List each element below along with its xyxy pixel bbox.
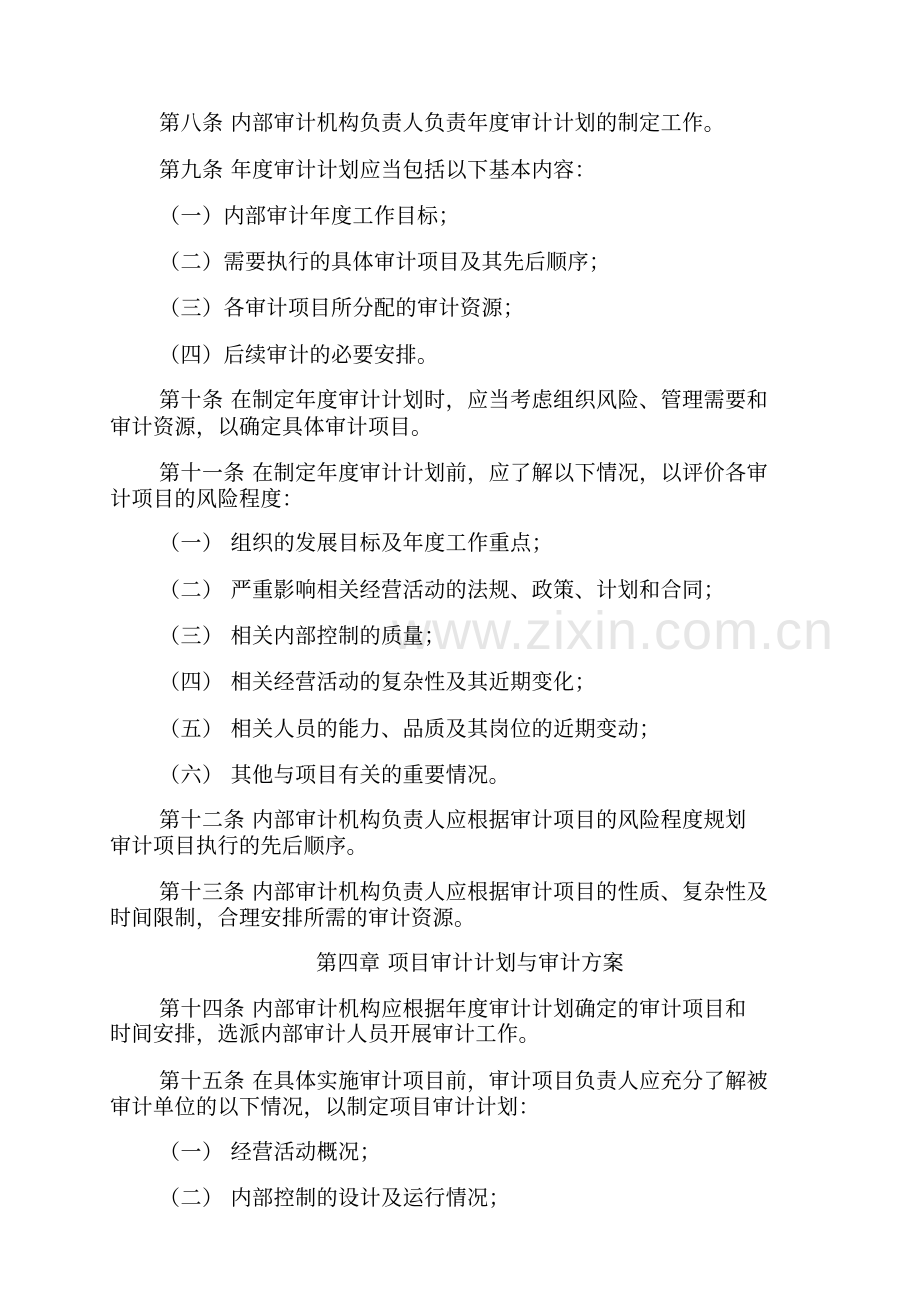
article-15-line-1: 第十五条 在具体实施审计项目前，审计项目负责人应充分了解被 [159,1069,769,1093]
article-9: 第九条 年度审计计划应当包括以下基本内容： [159,158,597,182]
list-item-11-1: （一） 组织的发展目标及年度工作重点； [159,531,554,555]
article-13-line-1: 第十三条 内部审计机构负责人应根据审计项目的性质、复杂性及 [159,880,769,904]
article-10-line-2: 审计资源，以确定具体审计项目。 [110,415,433,439]
article-13-line-2: 时间限制，合理安排所需的审计资源。 [110,906,476,930]
article-10-line-1: 第十条 在制定年度审计计划时，应当考虑组织风险、管理需要和 [159,388,769,412]
article-11-line-2: 计项目的风险程度： [110,487,304,511]
list-item-15-2: （二） 内部控制的设计及运行情况； [159,1186,511,1210]
article-8: 第八条 内部审计机构负责人负责年度审计计划的制定工作。 [159,111,726,135]
article-11-line-1: 第十一条 在制定年度审计计划前，应了解以下情况，以评价各审 [159,461,769,485]
list-item-11-4: （四） 相关经营活动的复杂性及其近期变化； [159,670,597,694]
list-item-11-3: （三） 相关内部控制的质量； [159,624,446,648]
article-14-line-1: 第十四条 内部审计机构应根据年度审计计划确定的审计项目和 [159,997,747,1021]
list-item-11-5: （五） 相关人员的能力、品质及其岗位的近期变动； [159,717,661,741]
list-item-9-1: （一）内部审计年度工作目标； [159,204,460,228]
article-12-line-2: 审计项目执行的先后顺序。 [110,834,368,858]
list-item-11-2: （二） 严重影响相关经营活动的法规、政策、计划和合同； [159,578,726,602]
chapter-heading: 第四章 项目审计计划与审计方案 [316,951,625,975]
list-item-9-2: （二）需要执行的具体审计项目及其先后顺序； [159,250,611,274]
article-15-line-2: 审计单位的以下情况，以制定项目审计计划： [110,1095,540,1119]
article-14-line-2: 时间安排，选派内部审计人员开展审计工作。 [110,1022,540,1046]
list-item-15-1: （一） 经营活动概况； [159,1140,382,1164]
list-item-9-4: （四）后续审计的必要安排。 [159,343,439,367]
list-item-11-6: （六） 其他与项目有关的重要情况。 [159,763,511,787]
watermark: www.zixin.com.cn [392,601,835,661]
list-item-9-3: （三）各审计项目所分配的审计资源； [159,296,525,320]
article-12-line-1: 第十二条 内部审计机构负责人应根据审计项目的风险程度规划 [159,808,747,832]
